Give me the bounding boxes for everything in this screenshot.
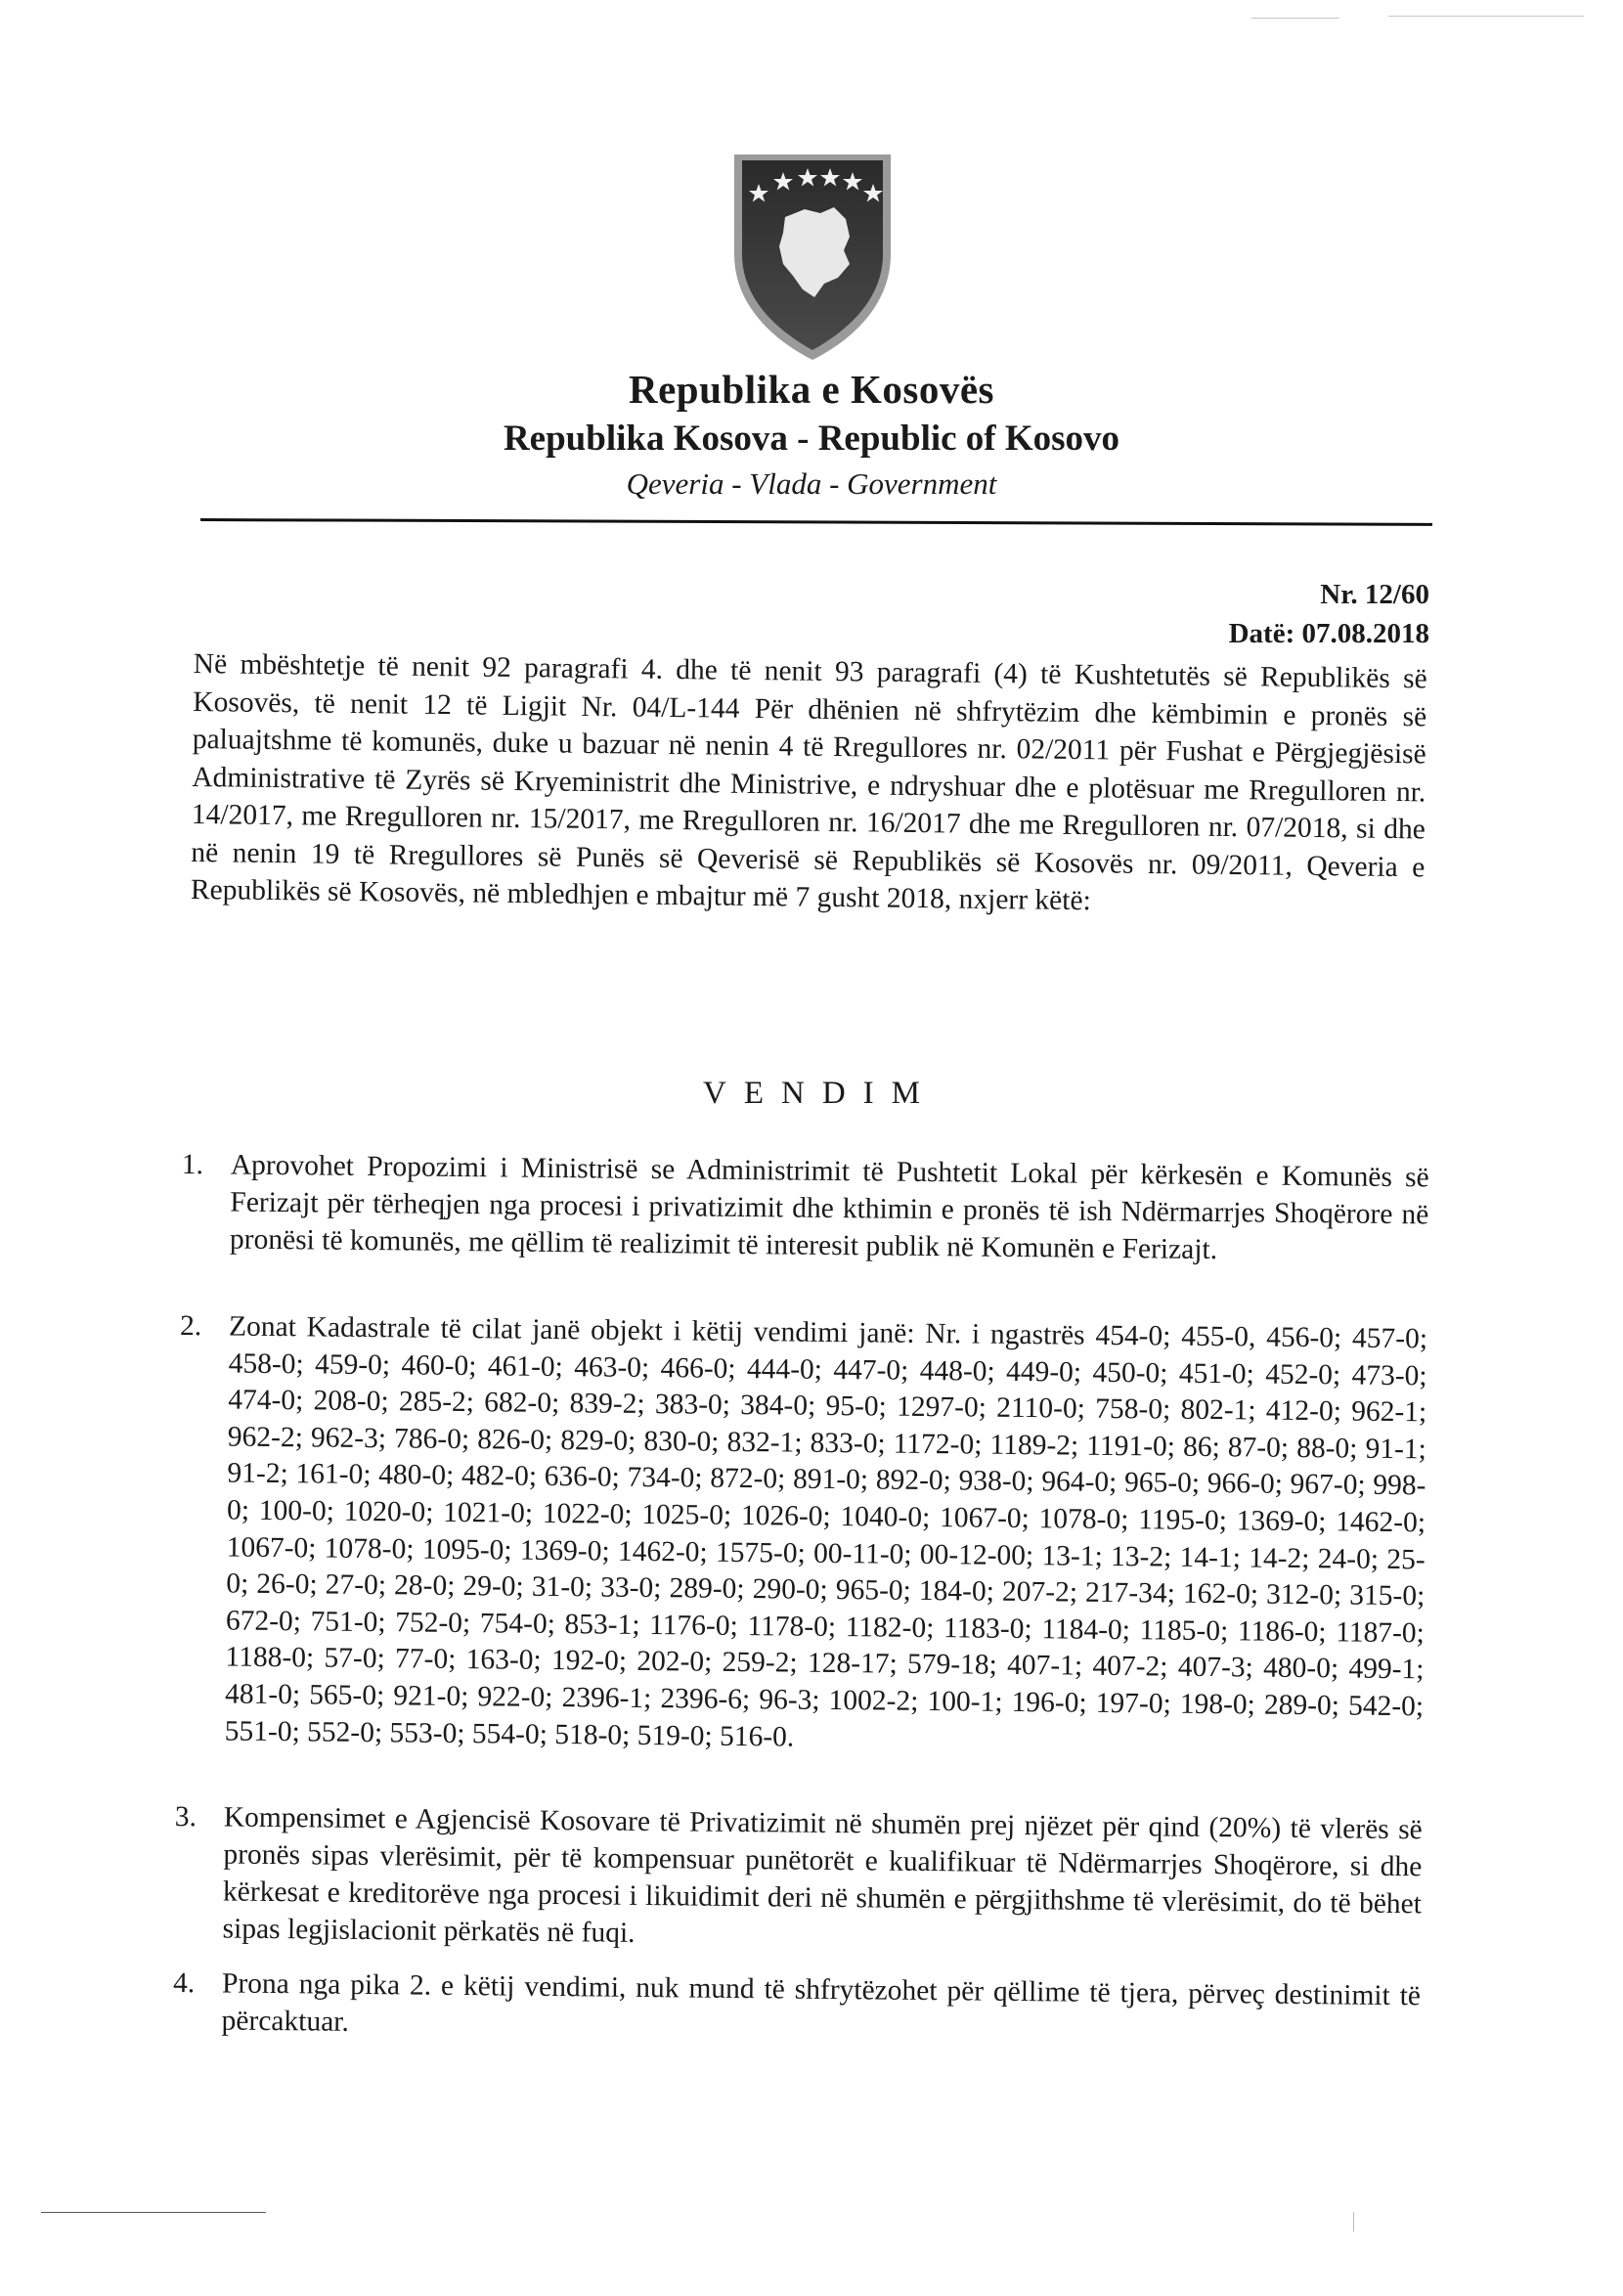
decision-number: Nr. 12/60: [1320, 579, 1429, 610]
item-text: Zonat Kadastrale të cilat janë objekt i këtij vendimi janë: Nr. i ngastrës 454-0; 455-0, 456-0; 457-0; 458-0; 459-0; 460-0; 461-0; 463-0; 466-0; 444-0; 447-0; 448-0; 449-0; 450-0; 451-0; 452-0; 473-0; 474-0; 208-0; 285-2; 682-0; 839-2; 383-0; 384-0; 95-0; 1297-0; 2110-0; 758-0; 802-1; 412-0; 962-1; 962-2; 962-3; 786-0; 826-0; 829-0; 830-0; 832-1; 833-0; 1172-0; 1189-2; 1191-0; 86; 87-0; 88-0; 91-1; 91-2; 161-0; 480-0; 482-0; 636-0; 734-0; 872-0; 891-0; 892-0; 938-0; 964-0; 965-0; 966-0; 967-0; 998-0; 100-0; 1020-0; 1021-0; 1022-0; 1025-0; 1026-0; 1040-0; 1067-0; 1078-0; 1195-0; 1369-0; 1462-0; 1067-0; 1078-0; 1095-0; 1369-0; 1462-0; 1575-0; 00-11-0; 00-12-00; 13-1; 13-2; 14-1; 14-2; 24-0; 25-0; 26-0; 27-0; 28-0; 29-0; 31-0; 33-0; 289-0; 290-0; 965-0; 184-0; 207-2; 217-34; 162-0; 312-0; 315-0; 672-0; 751-0; 752-0; 754-0; 853-1; 1176-0; 1178-0; 1182-0; 1183-0; 1184-0; 1185-0; 1186-0; 1187-0; 1188-0; 57-0; 77-0; 163-0; 192-0; 202-0; 259-2; 128-17; 579-18; 407-1; 407-2; 407-3; 480-0; 499-1; 481-0; 565-0; 921-0; 922-0; 2396-1; 2396-6; 96-3; 1002-2; 100-1; 196-0; 197-0; 198-0; 289-0; 542-0; 551-0; 552-0; 553-0; 554-0; 518-0; 519-0; 516-0.: [224, 1310, 1428, 1753]
document-title: VENDIM: [703, 1076, 938, 1111]
country-name-albanian: Republika e Kosovës: [629, 367, 994, 412]
decision-date: Datë: 07.08.2018: [1228, 618, 1429, 649]
list-item: [172, 1965, 1421, 2052]
item-number: 2.: [179, 1309, 202, 1343]
decision-items: [172, 1146, 1428, 2052]
item-text: Aprovohet Propozimi i Ministrisë se Administrimit të Pushtetit Lokal për kërkesën e Komunës së Ferizajt për tërheqjen nga procesi i privatizimit dhe kthimin e pronës të ish Ndërmarrjes Shoqërore në pronësi të komunës, me qëllim të realizimit të interesit publik në Komunën e Ferizajt.: [229, 1149, 1429, 1266]
scan-edge-line: [1388, 16, 1584, 17]
list-item: [173, 1798, 1423, 1960]
list-item: [181, 1146, 1429, 1270]
kosovo-coat-of-arms-emblem: [724, 149, 900, 364]
item-text: Kompensimet e Agjencisë Kosovare të Privatizimit në shumën prej njëzet për qind (20%) të vlerës së pronës sipas vlerësimit, për të kompensuar punëtorët e kualifikuar të Ndërmarrjes Shoqërore, si dhe kërkesat e kreditorëve nga procesi i likuidimit deri në shumën e përgjithshme të vlerësimit, do të bëhet sipas legjislacionit përkatës në fuqi.: [222, 1801, 1423, 1950]
country-name-multilingual: Republika Kosova - Republic of Kosovo: [503, 419, 1120, 459]
document-header: [0, 364, 1623, 505]
item-number: 1.: [181, 1148, 204, 1181]
item-number: 4.: [172, 1967, 196, 2000]
header-divider: [200, 518, 1432, 526]
scan-mark: [1353, 2212, 1354, 2231]
institution-name: Qeveria - Vlada - Government: [626, 466, 997, 501]
footer-rule: [41, 2212, 266, 2213]
list-item: [176, 1308, 1428, 1762]
reference-block: [1229, 575, 1429, 653]
scan-edge-line: [1251, 18, 1339, 19]
item-text: Prona nga pika 2. e këtij vendimi, nuk mund të shfrytëzohet për qëllime të tjera, përveç destinimit të përcaktuar.: [221, 1967, 1422, 2038]
item-number: 3.: [174, 1801, 197, 1833]
legal-preamble: Në mbështetje të nenit 92 paragrafi 4. dhe të nenit 93 paragrafi (4) të Kushtetutës së Republikës së Kosovës, të nenit 12 të Ligjit Nr. 04/L-144 Për dhënien në shfrytëzim dhe këmbimin e pronës së paluajtshme të komunës, duke u bazuar në nenin 4 të Rregullores nr. 02/2011 për Fushat e Përgjegjësisë Administrative të Zyrës së Kryeministrit dhe Ministrive, e ndryshuar dhe e plotësuar me Rregulloren nr. 14/2017, me Rregulloren nr. 15/2017, me Rregulloren nr. 16/2017 dhe me Rregulloren nr. 07/2018, si dhe në nenin 19 të Rregullores së Punës së Qeverisë së Republikës së Kosovës nr. 09/2011, Qeveria e Republikës së Kosovës, në mbledhjen e mbajtur më 7 gusht 2018, nxjerr këtë:: [190, 647, 1427, 917]
